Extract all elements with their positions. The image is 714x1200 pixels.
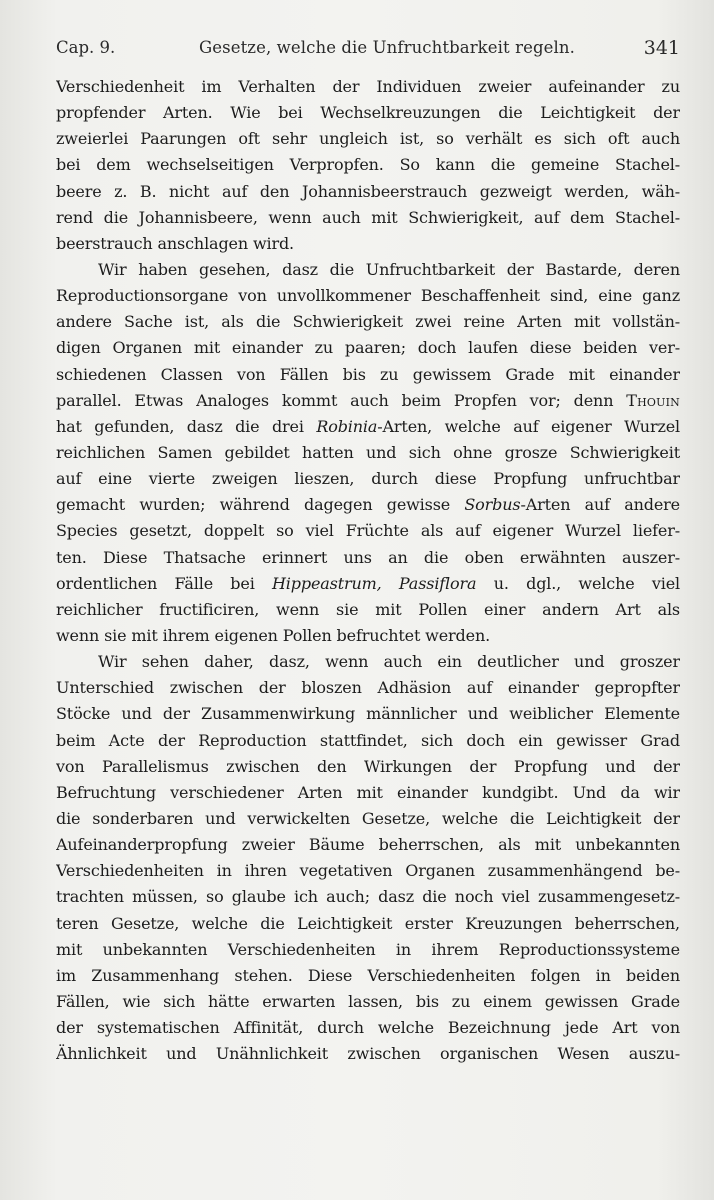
line-text: gemacht wurden; während dagegen gewisse [56,495,465,515]
running-head [56,38,680,60]
line-text: digen Organen mit einander zu paaren; doch laufen diese beiden ver- [56,338,680,358]
line-text: reichlicher fructificiren, wenn sie mit Pollen einer andern Art als [56,599,680,619]
line-text: die sonderbaren und verwickelten Gesetze, welche die Leichtigkeit der [56,808,680,828]
text-line [56,257,680,283]
text-line [56,1015,680,1041]
body-text [56,74,680,1067]
text-line [56,623,680,649]
line-text: ten. Diese Thatsache erinnert uns an die oben erwähnten auszer- [56,547,680,567]
text-line [56,911,680,937]
line-text: Verschiedenheiten in ihren vegetativen Organen zusammenhängend be- [56,861,680,881]
text-line [56,728,680,754]
text-line [56,571,680,597]
line-text: der systematischen Affinität, durch welche Bezeichnung jede Art von [56,1018,680,1038]
text-line [56,675,680,701]
line-text: -Arten, welche auf eigener Wurzel [377,416,680,436]
italic-text: Hippeastrum, Passiflora [272,573,477,593]
text-line [56,832,680,858]
text-line [56,780,680,806]
italic-text: Sorbus [464,495,521,515]
line-text: Stöcke und der Zusammenwirkung männlicher und weiblicher Elemente [56,704,680,724]
text-line [56,414,680,440]
line-text: u. dgl., welche viel [476,573,680,593]
line-text: bei dem wechselseitigen Verpropfen. So kann die gemeine Stachel- [56,155,680,175]
text-line [56,283,680,309]
line-text: propfender Arten. Wie bei Wechselkreuzungen die Leichtigkeit der [56,103,680,123]
line-text: beere z. B. nicht auf den Johannisbeerstrauch gezweigt werden, wäh- [56,181,680,201]
text-line [56,963,680,989]
italic-text: Robinia [316,416,378,436]
line-text: auf eine vierte zweigen lieszen, durch diese Propfung unfruchtbar [56,469,680,489]
line-text: Ähnlichkeit und Unähnlichkeit zwischen organischen Wesen auszu- [56,1044,680,1064]
line-text: ordentlichen Fälle bei [56,573,272,593]
text-line [56,100,680,126]
line-text: Reproductionsorgane von unvollkommener Beschaffenheit sind, eine ganz [56,286,680,306]
running-title: Gesetze, welche die Unfruchtbarkeit regeln. [199,38,575,57]
line-text: schiedenen Classen von Fällen bis zu gewissem Grade mit einander [56,364,680,384]
line-text: beerstrauch anschlagen wird. [56,233,294,253]
text-line [56,466,680,492]
line-text: mit unbekannten Verschiedenheiten in ihrem Reproductionssysteme [56,939,680,959]
line-text: im Zusammenhang stehen. Diese Verschiedenheiten folgen in beiden [56,965,680,985]
line-text: Wir sehen daher, dasz, wenn auch ein deutlicher und groszer [98,652,680,672]
line-text: Fällen, wie sich hätte erwarten lassen, bis zu einem gewissen Grade [56,991,680,1011]
text-line [56,179,680,205]
text-line [56,597,680,623]
line-text: reichlichen Samen gebildet hatten und sich ohne grosze Schwierigkeit [56,442,680,462]
line-text: rend die Johannisbeere, wenn auch mit Schwierigkeit, auf dem Stachel- [56,207,680,227]
line-text: wenn sie mit ihrem eigenen Pollen befruchtet werden. [56,625,491,645]
text-line [56,518,680,544]
text-line [56,937,680,963]
line-text: Wir haben gesehen, dasz die Unfruchtbarkeit der Bastarde, deren [98,259,680,279]
text-line [56,884,680,910]
text-line [56,388,680,414]
line-text: -Arten auf andere [520,495,680,515]
line-text: zweierlei Paarungen oft sehr ungleich ist, so verhält es sich oft auch [56,129,680,149]
page-number: 341 [643,37,680,59]
text-line [56,701,680,727]
line-text: Species gesetzt, doppelt so viel Früchte als auf eigener Wurzel liefer- [56,521,680,541]
line-text: beim Acte der Reproduction stattfindet, sich doch ein gewisser Grad [56,730,680,750]
text-line [56,440,680,466]
text-line [56,231,680,257]
text-line [56,1041,680,1067]
line-text: teren Gesetze, welche die Leichtigkeit erster Kreuzungen beherrschen, [56,913,680,933]
text-line [56,309,680,335]
text-line [56,74,680,100]
text-line [56,126,680,152]
text-line [56,806,680,832]
text-line [56,362,680,388]
line-text: von Parallelismus zwischen den Wirkungen der Propfung und der [56,756,680,776]
line-text: parallel. Etwas Analoges kommt auch beim Propfen vor; denn [56,390,627,410]
line-text: Befruchtung verschiedener Arten mit einander kundgibt. Und da wir [56,782,680,802]
text-line [56,152,680,178]
text-line [56,649,680,675]
line-text: hat gefunden, dasz die drei [56,416,317,436]
text-line [56,989,680,1015]
text-line [56,545,680,571]
line-text: Verschiedenheit im Verhalten der Individuen zweier aufeinander zu [56,77,680,96]
line-text: trachten müssen, so glaube ich auch; dasz die noch viel zusammengesetz- [56,887,680,907]
text-line [56,754,680,780]
text-line [56,858,680,884]
text-line [56,335,680,361]
line-text: Unterschied zwischen der bloszen Adhäsion auf einander gepropfter [56,678,680,698]
small-caps-name: Thouin [626,390,680,410]
text-line [56,205,680,231]
line-text: andere Sache ist, als die Schwierigkeit zwei reine Arten mit vollstän- [56,312,680,332]
chapter-label: Cap. 9. [56,38,116,57]
line-text: Aufeinanderpropfung zweier Bäume beherrschen, als mit unbekannten [56,835,680,855]
text-line [56,492,680,518]
